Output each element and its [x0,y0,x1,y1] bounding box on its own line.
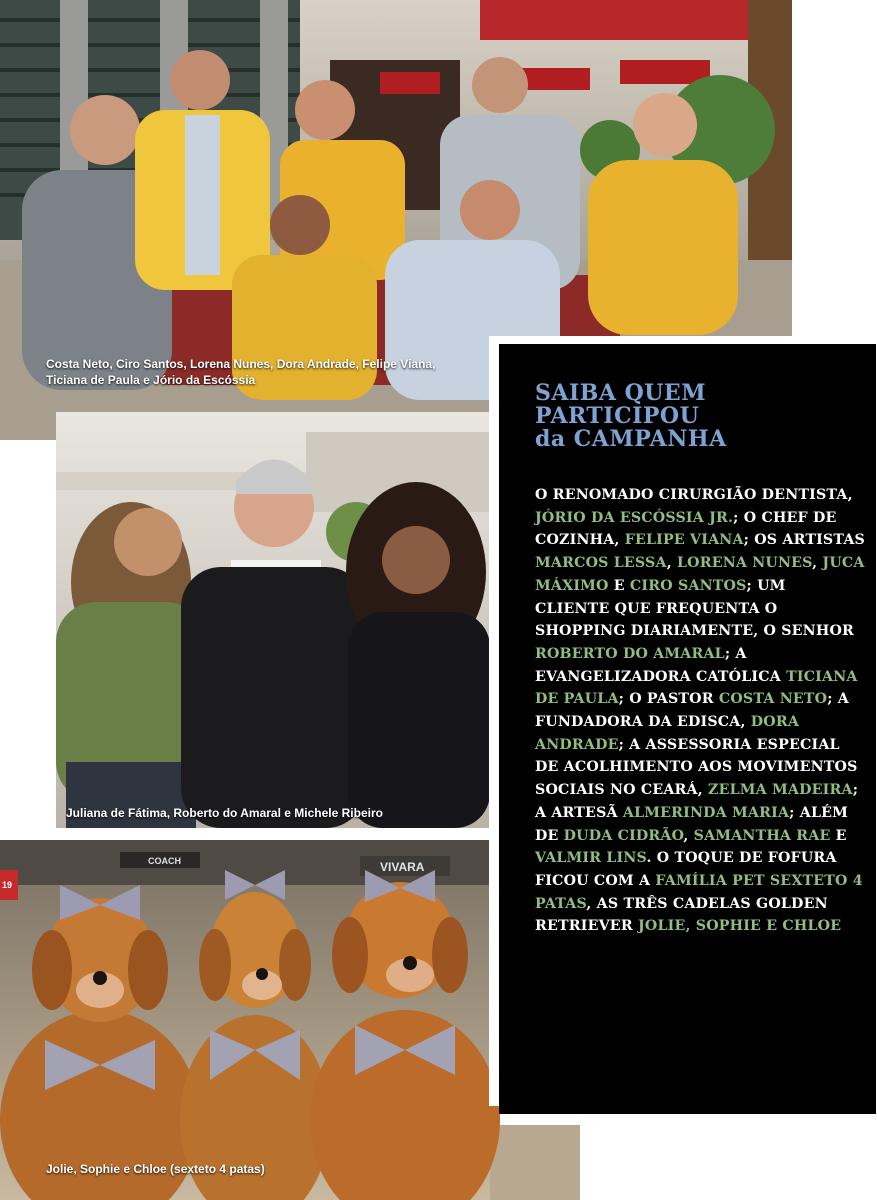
body-text-segment: ; O PASTOR [618,691,719,708]
participant-name: TICIANA DE PAULA [535,668,858,708]
body-text-segment: ; ALÉM DE [535,804,849,844]
trio-photo-illustration [56,412,490,828]
body-text-segment: , [683,827,694,844]
dogs-photo [0,840,580,1200]
participant-name: FELIPE VIANA [624,532,744,549]
body-text-segment: , [812,555,823,572]
body-text-segment: ; A FUNDADORA DA EDISCA, [535,691,849,731]
panel-title-line-2: PARTICIPOU [535,403,700,429]
campaign-participants-panel [499,344,876,1114]
body-text-segment: ; UM CLIENTE QUE FREQUENTA O SHOPPING DIARIAMENTE, O SENHOR [535,577,855,640]
price-tag: 19 [2,880,13,890]
dogs-photo-illustration [0,840,580,1200]
panel-body-text [535,484,865,938]
store-sign-coach: COACH [148,856,181,866]
panel-title-line-1: SAIBA QUEM [535,380,707,406]
trio-photo [56,412,490,828]
participant-name: ROBERTO DO AMARAL [535,645,725,662]
participant-name: MARCOS LESSA [535,555,667,572]
participant-name: CIRO SANTOS [629,577,747,594]
body-text-segment: E [608,577,630,594]
participant-name: ZELMA MADEIRA [708,782,853,799]
participant-name: JOLIE, SOPHIE E CHLOE [637,918,842,935]
panel-title-line-3: da CAMPANHA [535,426,727,452]
body-text-segment: ; A ARTESÃ [535,782,859,821]
body-text-segment: ; OS ARTISTAS [743,532,865,549]
body-text-segment: ; O CHEF DE COZINHA, [535,509,837,549]
participant-name: FAMÍLIA PET SEXTETO 4 PATAS [535,872,863,912]
top-caption-line-1: Costa Neto, Ciro Santos, Lorena Nunes, Dora Andrade, Felipe Viana, [46,357,436,371]
body-text-segment: , [666,555,677,572]
participant-name: VALMIR LINS [535,850,647,867]
body-text-segment: . O TOQUE DE FOFURA FICOU COM A [535,850,837,889]
top-caption-line-2: Ticiana de Paula e Jório da Escóssia [46,373,256,387]
body-text-segment: ; A ASSESSORIA ESPECIAL DE ACOLHIMENTO AOS MOVIMENTOS SOCIAIS NO CEARÁ, [535,736,858,799]
middle-photo-caption: Juliana de Fátima, Roberto do Amaral e Michele Ribeiro [66,806,383,820]
participant-name: ALMERINDA MARIA [622,804,790,821]
body-text-segment: , AS TRÊS CADELAS GOLDEN RETRIEVER [535,895,828,935]
participant-name: SAMANTHA RAE [693,827,831,844]
top-photo-caption [46,356,435,388]
panel-title [535,382,855,451]
body-text-segment: E [830,827,847,844]
bottom-photo-caption: Jolie, Sophie e Chloe (sexteto 4 patas) [46,1162,265,1176]
participant-name: JÓRIO DA ESCÓSSIA JR. [535,509,734,526]
participant-name: DUDA CIDRÃO [563,827,684,844]
body-text-segment: O RENOMADO CIRURGIÃO DENTISTA, [535,487,853,503]
participant-name: LORENA NUNES [677,555,813,572]
participant-name: DORA ANDRADE [535,714,800,753]
participant-name: COSTA NETO [718,691,828,708]
body-text-segment: ; A EVANGELIZADORA CATÓLICA [535,645,787,685]
store-sign-vivara: VIVARA [380,860,425,874]
participant-name: JUCA MÁXIMO [535,555,865,594]
